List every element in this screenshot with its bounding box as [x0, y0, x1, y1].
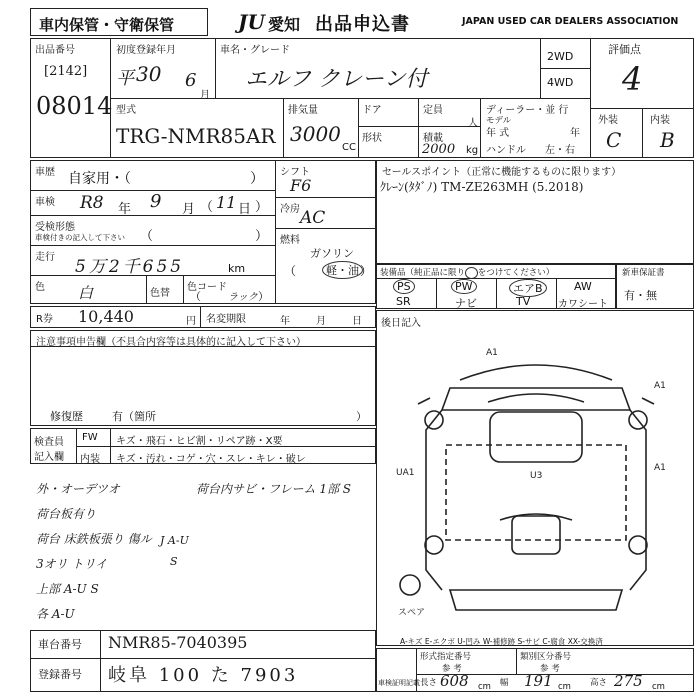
inspection-month: 9	[150, 191, 162, 212]
model-type-label: 型式	[116, 105, 136, 116]
association-name: JAPAN USED CAR DEALERS ASSOCIATION	[462, 16, 679, 27]
remark-9: 各 A-U	[36, 607, 75, 621]
form-title: 出品申込書	[315, 14, 410, 35]
lot-number: 08014	[36, 92, 113, 120]
receive-label: 受検形態	[35, 222, 75, 233]
vehicle-diagram	[390, 340, 682, 630]
equip-tv: TV	[516, 295, 531, 308]
exterior-value: C	[606, 128, 622, 152]
interior-label: 内装	[650, 115, 670, 126]
storage-label: 車内保管・守衛保管	[39, 16, 175, 34]
ju-logo: JU	[238, 10, 265, 34]
capacity-label: 定員	[423, 105, 443, 116]
lot-bracket-number: [2142]	[44, 64, 88, 79]
inspection-label: 車検	[35, 197, 55, 208]
repair-history-label: 修復歴	[50, 410, 83, 423]
history-close: ）	[250, 171, 264, 187]
fuel-open: （	[284, 264, 297, 278]
inspection-month-unit: 月	[182, 202, 196, 217]
inspection-day-close: ）	[255, 200, 269, 215]
recycle-unit: 円	[186, 316, 196, 327]
color-change-label: 色替	[150, 288, 170, 299]
repair-history-close: ）	[356, 410, 367, 423]
cert-label: 車検証明記載	[378, 679, 420, 687]
model-year-label: モデル	[486, 116, 512, 126]
interior-check-label: 内装	[80, 454, 100, 465]
remark-3: 荷台板有り	[36, 507, 97, 521]
length-label: 長さ	[420, 678, 438, 688]
repair-history-value: 有（箇所	[112, 410, 156, 423]
inspector-label-1: 検査員	[34, 437, 64, 448]
selling-points-value: ｸﾚｰﾝ(ﾀﾀﾞﾉ) TM-ZE263MH (5.2018)	[380, 180, 584, 194]
score-label: 評価点	[608, 43, 641, 56]
inspection-day-unit: 日	[238, 202, 252, 217]
width-label: 幅	[500, 678, 509, 688]
recycle-value: 10,440	[78, 307, 134, 326]
name-change-day: 日	[352, 316, 362, 327]
aircon-label: 冷房	[280, 204, 300, 215]
shift-label: シフト	[280, 167, 310, 178]
receive-close: ）	[255, 229, 269, 244]
load-unit: kg	[466, 145, 479, 156]
displacement-value: 3000	[290, 122, 341, 146]
load-value: 2000	[422, 142, 456, 157]
remark-6: 3オリ トリイ	[36, 557, 108, 571]
diagram-mark-u3-center: U3	[530, 471, 543, 481]
color-code-close: ）	[258, 290, 269, 303]
first-reg-month-unit: 月	[200, 90, 210, 101]
fuel-close: ）	[360, 264, 373, 278]
equip-navi: ナビ	[455, 297, 477, 310]
fuel-diesel: 軽・油	[322, 261, 363, 279]
selling-points-label: セールスポイント（正常に機能するものに限ります）	[382, 167, 622, 178]
remark-4: 荷台 床鉄板張り 傷ル	[36, 532, 152, 546]
fw-label: FW	[82, 432, 98, 443]
first-reg-label: 初度登録年月	[116, 45, 176, 56]
history-value: 自家用・（	[68, 171, 131, 187]
displacement-unit: CC	[342, 142, 356, 153]
dealer-label: ディーラー・並 行	[486, 105, 569, 116]
length-unit: cm	[478, 682, 491, 692]
diagram-mark-ua1-left: UA1	[396, 468, 415, 478]
car-name-value: エルフ クレーン付	[245, 67, 428, 92]
plate-label: 登録番号	[38, 668, 82, 681]
equip-airbag: エアB	[509, 279, 547, 297]
ref-label-2: 参 考	[540, 664, 560, 674]
color-code-open: （	[190, 290, 201, 303]
dealer-year-unit: 年	[570, 128, 580, 139]
diagram-mark-a1-side: A1	[654, 463, 666, 473]
width-value: 191	[524, 672, 553, 690]
interior-check-items: キズ・汚れ・コゲ・穴・スレ・キレ・破レ	[116, 454, 306, 465]
handle-options: 左・右	[545, 145, 575, 156]
name-change-year: 年	[280, 316, 290, 327]
score-value: 4	[622, 60, 643, 98]
diagram-mark-a1-front: A1	[486, 348, 498, 358]
height-value: 275	[614, 672, 643, 690]
model-type-value: TRG-NMR85AR	[116, 124, 276, 148]
notes-label: 注意事項申告欄（不具合内容等は具体的に記入して下さい）	[36, 337, 306, 348]
fuel-label: 燃料	[280, 235, 300, 246]
drive-2wd: 2WD	[547, 50, 574, 63]
equip-ps: PS	[393, 279, 415, 294]
damage-legend: A-キズ E-エクボ U-凹み W-補修跡 S-サビ C-腐食 XX-交換済	[400, 637, 603, 646]
equipment-label: 装備品（純正品に限り をつけてください）	[380, 268, 555, 278]
first-reg-year: 30	[136, 62, 162, 86]
first-reg-era-mark: 平	[116, 68, 134, 89]
color-label: 色	[35, 282, 45, 293]
length-value: 608	[440, 672, 469, 690]
height-unit: cm	[652, 682, 665, 692]
first-reg-month: 6	[185, 70, 197, 91]
lot-number-label: 出品番号	[35, 45, 75, 56]
color-code-value: ラック	[228, 292, 258, 303]
org-name: 愛知	[268, 15, 301, 34]
spare-label: スペア	[398, 608, 426, 618]
aircon-value: AC	[300, 208, 326, 228]
mileage-unit: km	[228, 262, 246, 275]
warranty-value: 有・無	[624, 289, 657, 302]
displacement-label: 排気量	[288, 105, 318, 116]
remark-1: 外・オーデツオ	[36, 482, 120, 496]
recycle-label: R券	[36, 314, 53, 325]
receive-note: 車検付きの記入して下さい	[35, 233, 125, 242]
truck-outline	[400, 365, 654, 610]
color-code-label: 色コード	[187, 282, 227, 293]
mileage-value: 5万2千655	[75, 257, 185, 277]
remark-8: 上部 A-U S	[36, 582, 99, 596]
storage-label-box	[30, 8, 208, 36]
inspection-day: 11	[216, 193, 237, 212]
form-type-label: 形式指定番号	[420, 652, 472, 662]
shift-value: F6	[290, 176, 312, 195]
inspector-label-2: 記入欄	[34, 452, 64, 463]
equip-aw: AW	[574, 280, 592, 293]
door-label: ドア	[362, 105, 382, 116]
class-label: 類別区分番号	[520, 652, 572, 662]
inspection-era: R8	[80, 193, 104, 213]
capacity-unit: 人	[468, 118, 478, 129]
height-label: 高さ	[590, 678, 608, 688]
car-name-label: 車名・グレード	[220, 45, 290, 56]
mileage-label: 走行	[35, 252, 55, 263]
color-value: 白	[78, 284, 94, 302]
remark-2: 荷台内サビ・フレーム 1部 S	[196, 482, 352, 496]
warranty-label: 新車保証書	[622, 268, 665, 278]
diagram-mark-a1-right: A1	[654, 381, 666, 391]
inspection-year-unit: 年	[118, 202, 132, 217]
width-unit: cm	[558, 682, 571, 692]
inspection-day-open: （	[200, 200, 214, 215]
name-change-month: 月	[316, 316, 326, 327]
receive-open: （	[140, 229, 154, 244]
remark-5: J A-U	[160, 534, 189, 547]
remark-7: S	[170, 555, 178, 568]
handle-label: ハンドル	[486, 145, 526, 156]
exterior-label: 外装	[598, 115, 618, 126]
chassis-value: NMR85-7040395	[108, 633, 248, 652]
equip-leather-seat: カワシート	[558, 299, 608, 310]
interior-value: B	[660, 128, 675, 152]
name-change-label: 名変期限	[206, 314, 246, 325]
shape-label: 形状	[362, 133, 382, 144]
ref-label-1: 参 考	[442, 664, 462, 674]
drive-4wd: 4WD	[547, 76, 574, 89]
equip-pw: PW	[451, 279, 477, 294]
fw-items: キズ・飛石・ヒビ割・リペア跡・X要	[116, 436, 283, 447]
plate-value: 岐阜 100 た 7903	[108, 665, 299, 686]
history-label: 車歴	[35, 167, 55, 178]
equip-sr: SR	[396, 295, 411, 308]
load-label: 積載	[423, 133, 443, 144]
after-entry-label: 後日記入	[381, 318, 421, 329]
dealer-year-label: 年 式	[486, 128, 510, 139]
fuel-gas: ガソリン	[310, 247, 354, 260]
chassis-label: 車台番号	[38, 638, 82, 651]
